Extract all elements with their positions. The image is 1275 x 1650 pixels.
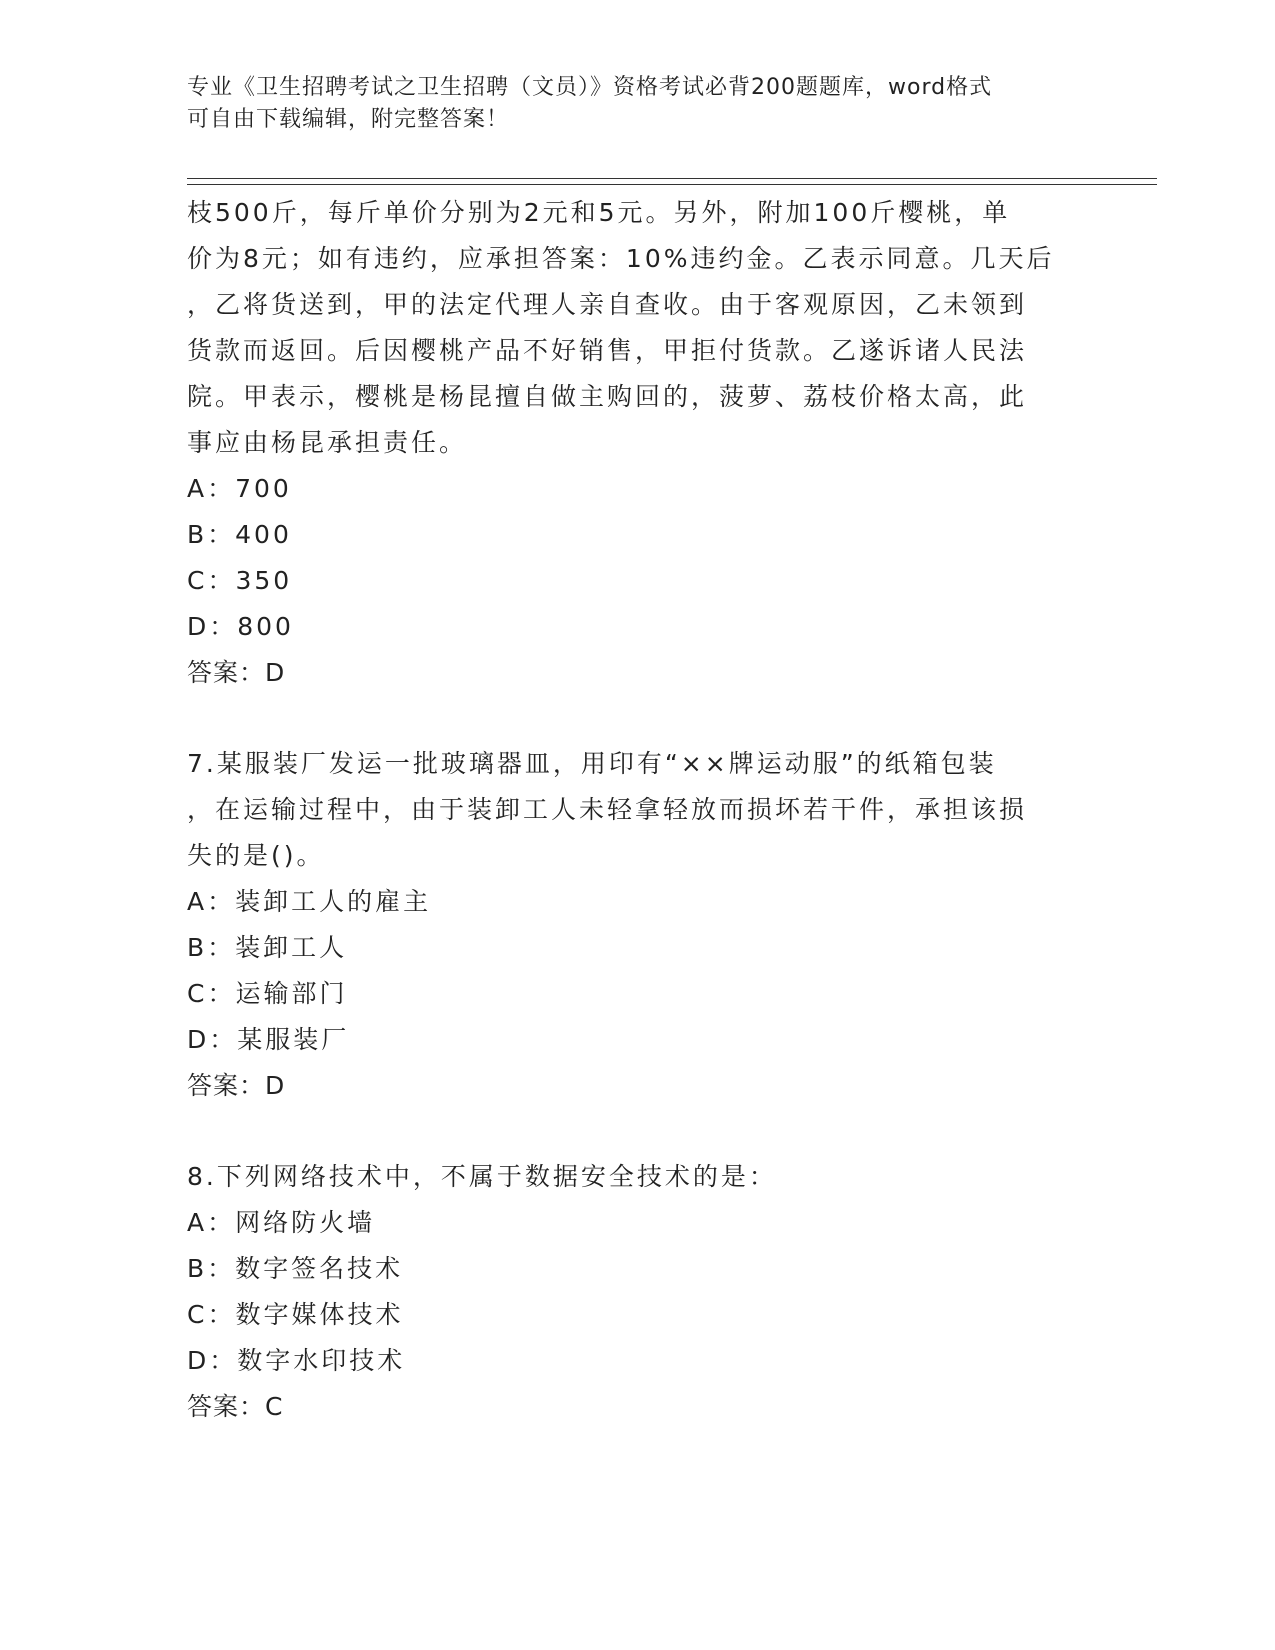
option-d: D：800 <box>187 612 294 641</box>
option-b: B：数字签名技术 <box>187 1254 404 1283</box>
question-text-line: 失的是()。 <box>187 841 325 870</box>
header-divider-bottom <box>187 184 1157 185</box>
question-6-continued <box>187 190 1087 696</box>
option-b: B：装卸工人 <box>187 933 348 962</box>
question-text-line: 8.下列网络技术中，不属于数据安全技术的是： <box>187 1162 777 1191</box>
answer-line: 答案：D <box>187 1071 286 1100</box>
answer-line: 答案：D <box>187 658 286 687</box>
question-text-line: 货款而返回。后因樱桃产品不好销售，甲拒付货款。乙遂诉诸人民法 <box>187 336 1028 365</box>
question-text-line: 7.某服装厂发运一批玻璃器皿，用印有“××牌运动服”的纸箱包装 <box>187 749 997 778</box>
page-header <box>187 72 1067 136</box>
question-text-line: 枝500斤，每斤单价分别为2元和5元。另外，附加100斤樱桃，单 <box>187 198 1011 227</box>
document-body <box>187 190 1087 1430</box>
answer-line: 答案：C <box>187 1392 284 1421</box>
question-text-line: 价为8元；如有违约，应承担答案：10%违约金。乙表示同意。几天后 <box>187 244 1055 273</box>
question-text-line: 事应由杨昆承担责任。 <box>187 428 468 457</box>
option-d: D：某服装厂 <box>187 1025 350 1054</box>
spacer <box>187 696 1087 741</box>
header-title-line-2: 可自由下载编辑，附完整答案！ <box>187 107 510 132</box>
question-text-line: 院。甲表示，樱桃是杨昆擅自做主购回的，菠萝、荔枝价格太高，此 <box>187 382 1028 411</box>
option-d: D：数字水印技术 <box>187 1346 406 1375</box>
option-c: C：350 <box>187 566 293 595</box>
option-a: A：装卸工人的雇主 <box>187 887 432 916</box>
option-b: B：400 <box>187 520 292 549</box>
question-8 <box>187 1154 1087 1430</box>
option-c: C：运输部门 <box>187 979 348 1008</box>
question-7 <box>187 741 1087 1109</box>
option-a: A：网络防火墙 <box>187 1208 376 1237</box>
question-text-line: ，在运输过程中，由于装卸工人未轻拿轻放而损坏若干件，承担该损 <box>187 795 1028 824</box>
option-a: A：700 <box>187 474 292 503</box>
option-c: C：数字媒体技术 <box>187 1300 404 1329</box>
header-divider-top <box>187 178 1157 179</box>
header-title-line-1: 专业《卫生招聘考试之卫生招聘（文员）》资格考试必背200题题库，word格式 <box>187 75 993 100</box>
question-text-line: ，乙将货送到，甲的法定代理人亲自查收。由于客观原因，乙未领到 <box>187 290 1028 319</box>
spacer <box>187 1109 1087 1154</box>
